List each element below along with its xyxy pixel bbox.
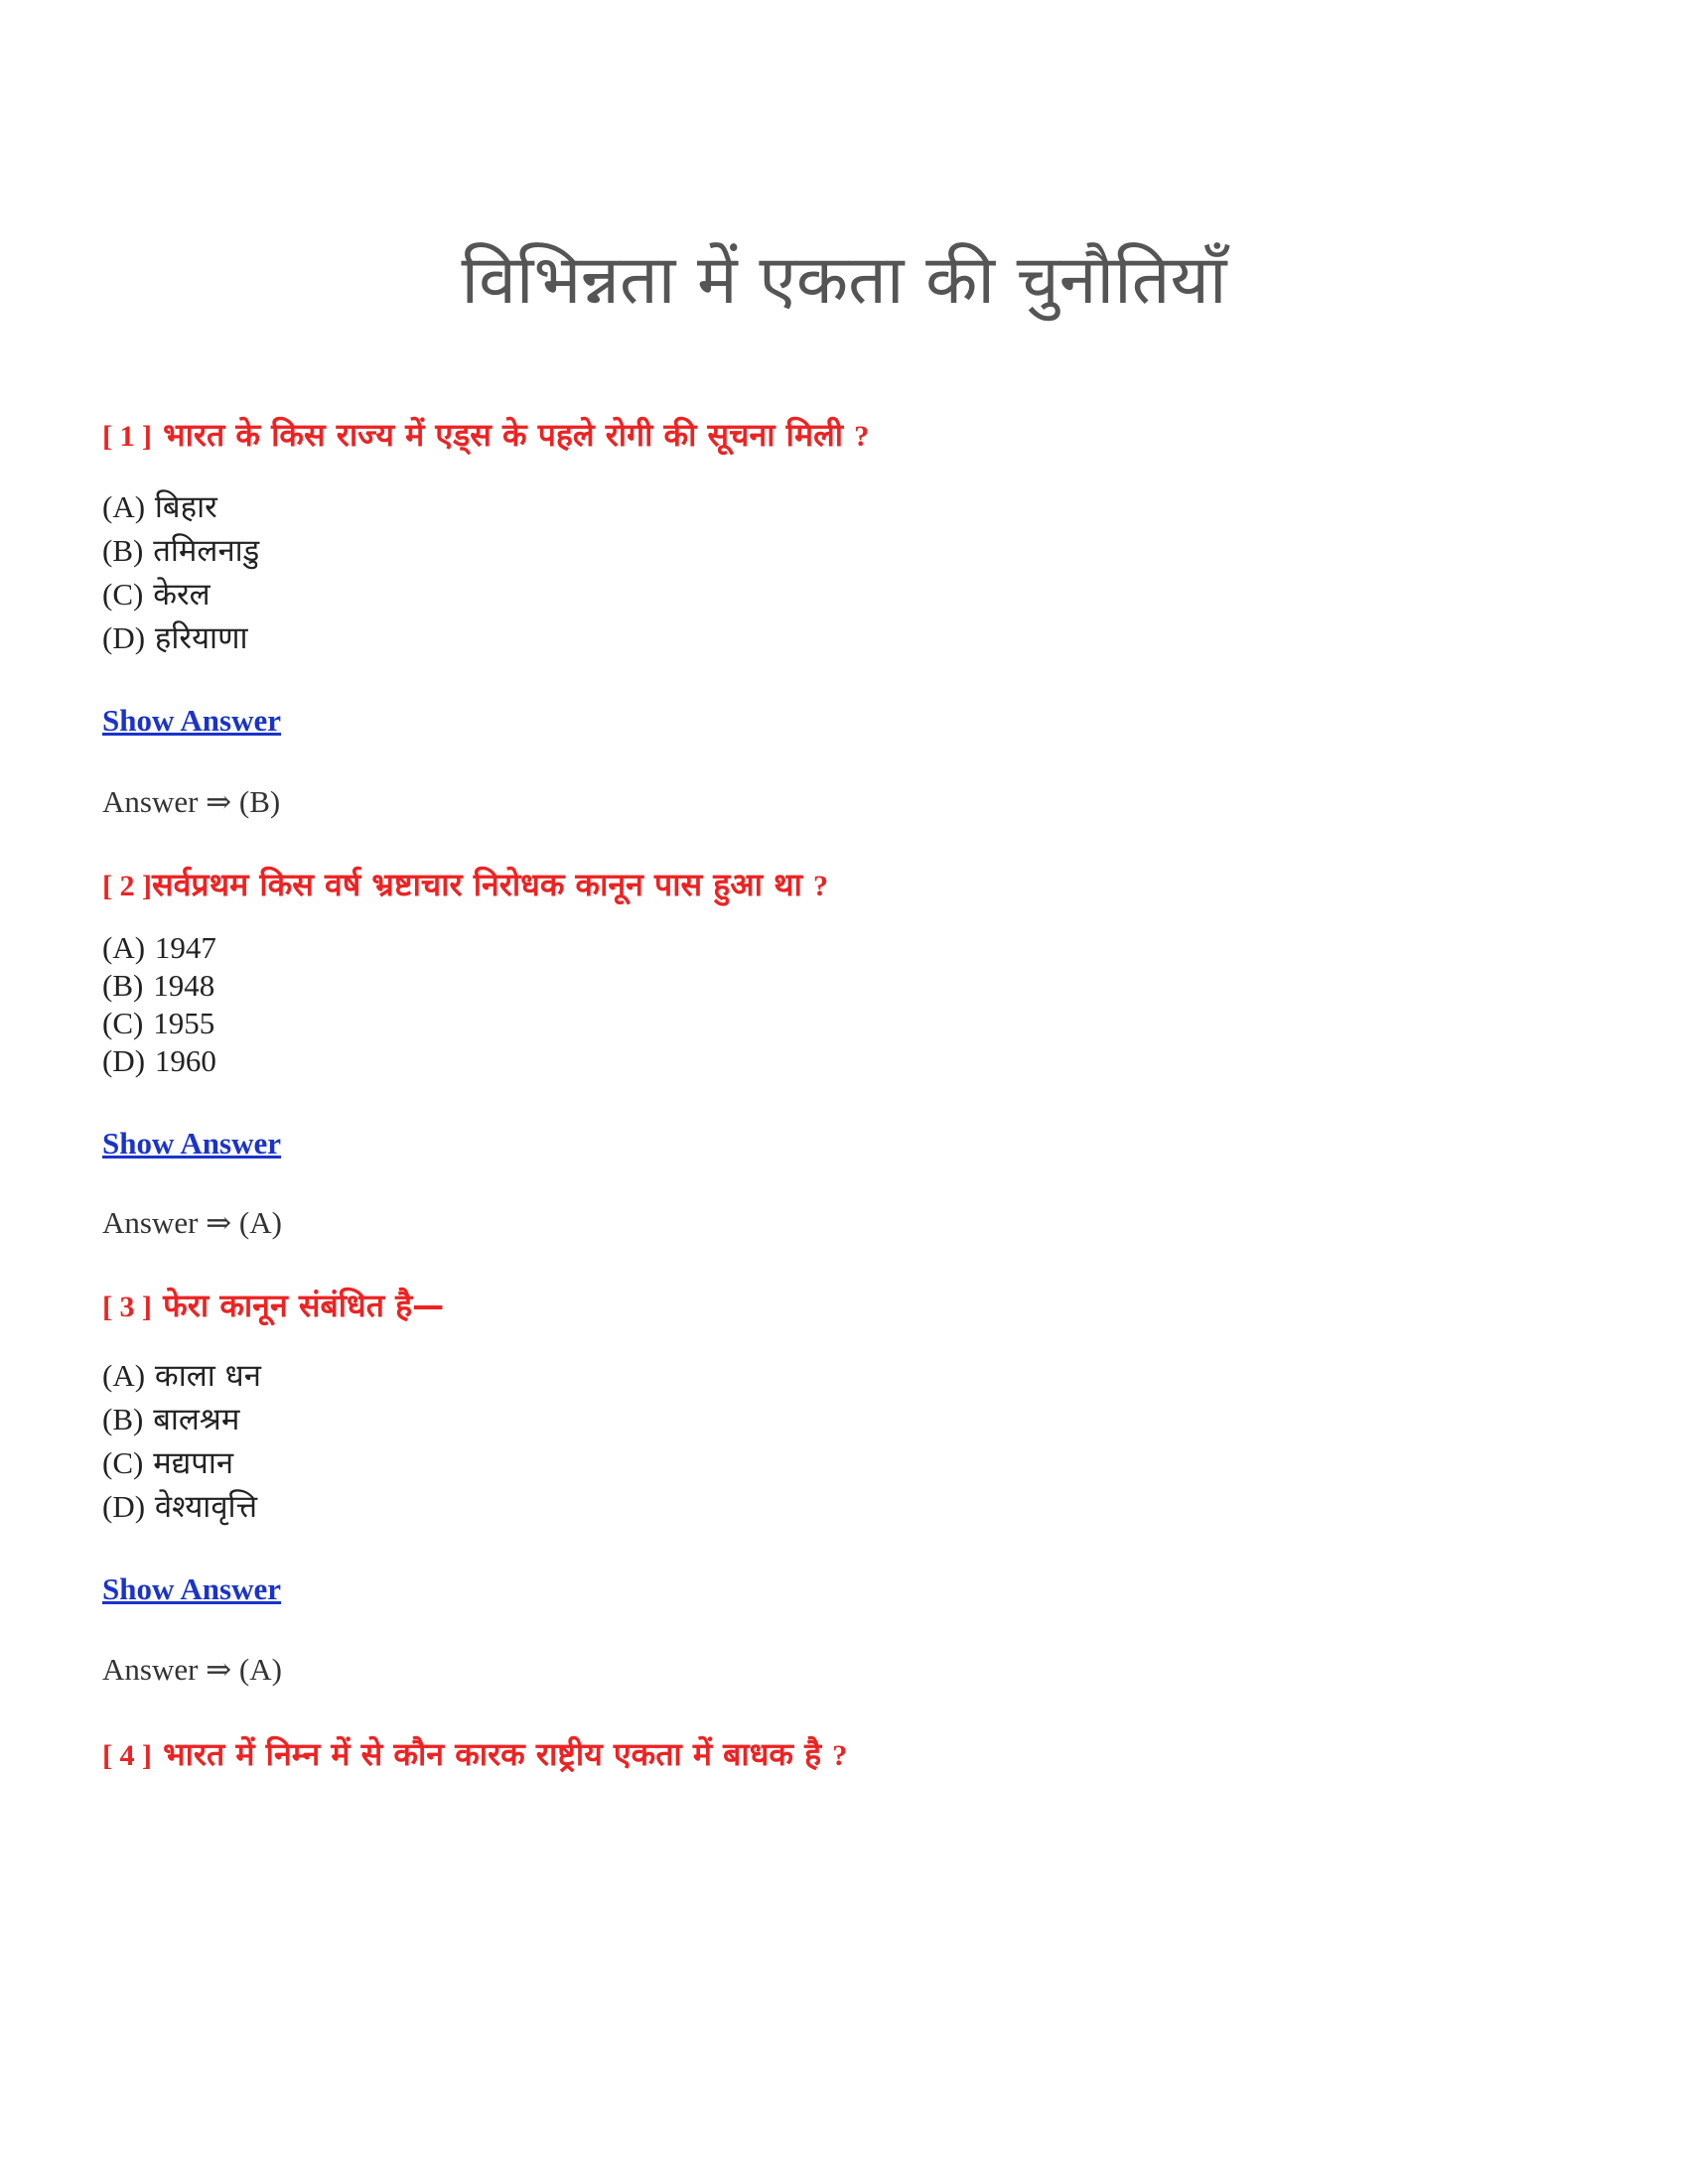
- option-b: (B) बालश्रम: [102, 1402, 240, 1437]
- options-list: [102, 485, 1592, 660]
- question-2: [102, 862, 1592, 1080]
- option-d: (D) हरियाणा: [102, 620, 248, 656]
- answer-text: Answer ⇒ (A): [102, 1652, 282, 1687]
- question-3: [102, 1283, 1592, 1529]
- option-c: (C) 1955: [102, 1006, 215, 1040]
- question-number: [ 4 ]: [102, 1739, 152, 1772]
- option-b: (B) 1948: [102, 968, 215, 1003]
- answer-row-2: [102, 1205, 1592, 1241]
- question-text: [102, 1731, 1592, 1779]
- question-suffix: ?: [813, 870, 829, 902]
- question-body: सर्वप्रथम किस वर्ष भ्रष्टाचार निरोधक कानून पास हुआ था: [151, 866, 802, 903]
- question-text: [102, 1283, 1592, 1330]
- option-c: (C) मद्यपान: [102, 1445, 234, 1481]
- question-number: [ 2 ]: [102, 870, 152, 902]
- show-answer-row-2: [102, 1126, 1592, 1161]
- show-answer-row-3: [102, 1571, 1592, 1607]
- option-a: (A) काला धन: [102, 1358, 261, 1394]
- question-body: फेरा कानून संबंधित है—: [163, 1287, 445, 1324]
- page-title: विभिन्नता में एकता की चुनौतियाँ: [461, 241, 1227, 320]
- answer-text: Answer ⇒ (B): [102, 784, 281, 819]
- question-suffix: ?: [854, 420, 870, 453]
- option-a: (A) बिहार: [102, 489, 217, 525]
- question-text: [102, 862, 1592, 909]
- show-answer-row-1: [102, 703, 1592, 739]
- option-a: (A) 1947: [102, 930, 216, 965]
- question-4: [102, 1731, 1592, 1779]
- question-body: भारत के किस राज्य में एड्स के पहले रोगी की सूचना मिली: [163, 416, 844, 454]
- option-b: (B) तमिलनाडु: [102, 533, 260, 569]
- show-answer-link[interactable]: Show Answer: [102, 1571, 282, 1606]
- question-1: [102, 412, 1592, 660]
- option-d: (D) वेश्यावृत्ति: [102, 1489, 258, 1525]
- question-number: [ 1 ]: [102, 420, 152, 453]
- options-list: [102, 929, 1592, 1080]
- option-c: (C) केरल: [102, 577, 211, 613]
- question-number: [ 3 ]: [102, 1291, 152, 1323]
- question-body: भारत में निम्न में से कौन कारक राष्ट्रीय एकता में बाधक है: [163, 1735, 822, 1773]
- question-text: [102, 412, 1592, 460]
- show-answer-link[interactable]: Show Answer: [102, 703, 282, 738]
- answer-text: Answer ⇒ (A): [102, 1205, 282, 1240]
- answer-row-3: [102, 1652, 1592, 1688]
- show-answer-link[interactable]: Show Answer: [102, 1126, 282, 1160]
- options-list: [102, 1354, 1592, 1529]
- option-d: (D) 1960: [102, 1043, 216, 1078]
- answer-row-1: [102, 784, 1592, 820]
- question-suffix: ?: [832, 1739, 848, 1772]
